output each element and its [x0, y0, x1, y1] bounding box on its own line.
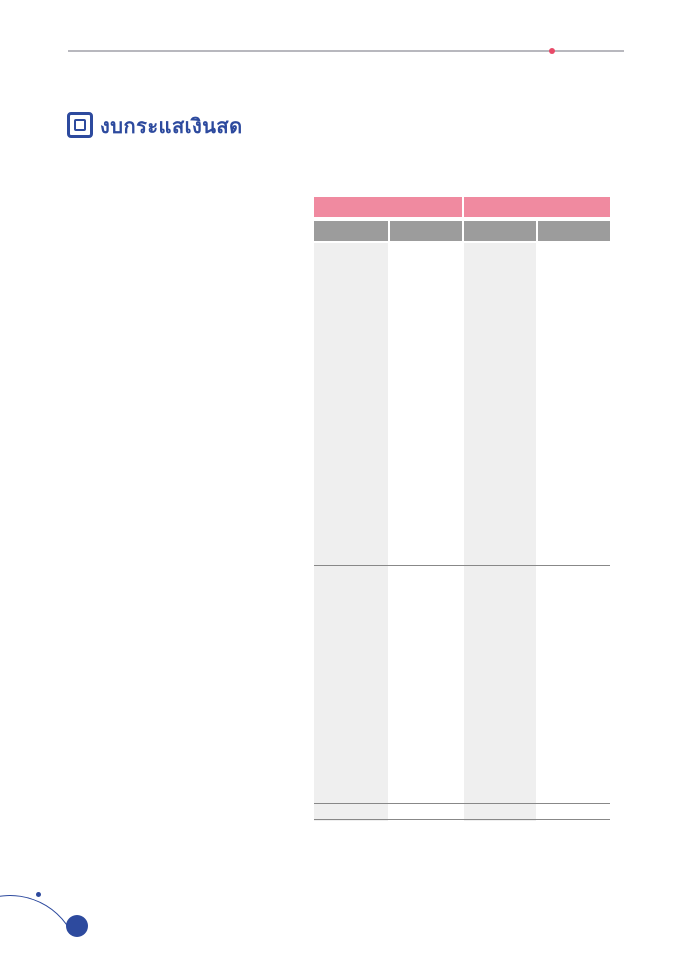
total-rule [314, 803, 610, 804]
table-row [0, 714, 680, 726]
table-row [0, 423, 680, 435]
table-row [0, 407, 680, 419]
table-row [0, 634, 680, 646]
table-row [0, 279, 680, 291]
table-row [0, 778, 680, 790]
table-row [0, 391, 680, 403]
table-row [0, 295, 680, 307]
table-row [0, 794, 680, 806]
table-row [0, 730, 680, 742]
table-row [0, 666, 680, 678]
table-row [0, 570, 680, 582]
table-row [0, 531, 680, 543]
document-icon [67, 112, 93, 138]
table-row [0, 586, 680, 598]
table-row [0, 515, 680, 527]
year-header [464, 221, 536, 241]
table-row [0, 557, 680, 569]
table-row [0, 698, 680, 710]
group-header-separate [464, 197, 610, 217]
year-header [390, 221, 462, 241]
table-row [0, 359, 680, 371]
table-row [0, 375, 680, 387]
table-row [0, 682, 680, 694]
table-row [0, 343, 680, 355]
year-header [538, 221, 610, 241]
section-navigation [68, 22, 624, 50]
year-header [314, 221, 388, 241]
subtotal-rule [314, 565, 610, 566]
table-row [0, 451, 680, 463]
decorative-dot [36, 892, 41, 897]
table-row [0, 499, 680, 511]
table-row [0, 247, 680, 259]
table-row [0, 439, 680, 451]
table-row [0, 762, 680, 774]
table-row [0, 327, 680, 339]
table-row [0, 746, 680, 758]
page-number [66, 915, 88, 937]
table-row [0, 311, 680, 323]
table-row [0, 483, 680, 495]
total-rule [314, 819, 610, 820]
group-header-consolidated [314, 197, 462, 217]
table-row [0, 618, 680, 630]
table-row [0, 467, 680, 479]
table-row [0, 263, 680, 275]
page-title: งบกระแสเงินสด [100, 114, 243, 138]
nav-current-marker [549, 48, 555, 54]
table-row [0, 602, 680, 614]
table-row [0, 650, 680, 662]
nav-progress-line [68, 50, 624, 52]
